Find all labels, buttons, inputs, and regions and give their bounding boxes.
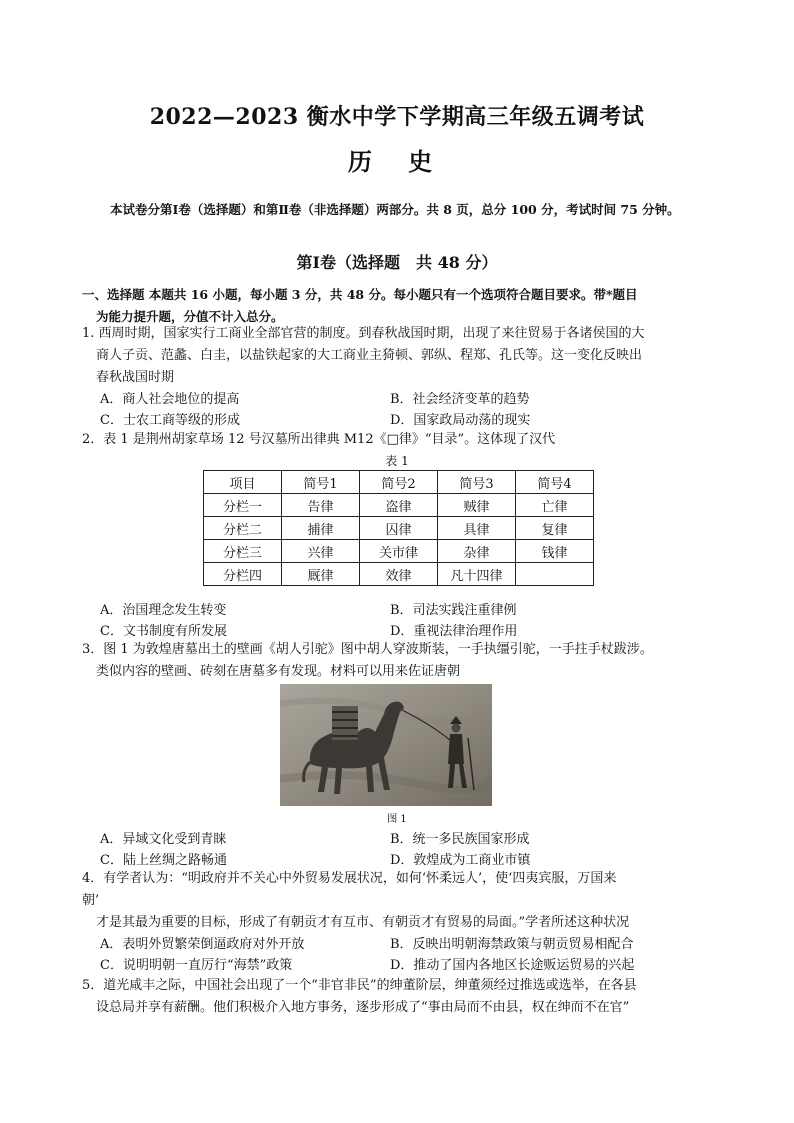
question-line: 1. 西周时期，国家实行工商业全部官营的制度。到春秋战国时期，出现了来往贸易于各诸侯国的大 (82, 326, 645, 341)
instruction-line: 为能力提升题，分值不计入总分。 (96, 309, 284, 324)
question-line: 朝’ (82, 893, 100, 908)
question-line: 商人子贡、范蠡、白圭，以盐铁起家的大工商业主猗顿、郭纵、程郑、孔氏等。这一变化反映出 (96, 348, 643, 363)
table-cell: 具律 (438, 517, 516, 540)
instruction-line: 一、选择题 本题共 16 小题，每小题 3 分，共 48 分。每小题只有一个选项符合题目要求。带*题目 (82, 287, 638, 302)
table-cell: 分栏一 (204, 494, 282, 517)
mural-figure-camel-image (280, 684, 492, 806)
table-cell: 盗律 (360, 494, 438, 517)
question-line: 5．道光咸丰之际，中国社会出现了一个“非官非民”的绅董阶层，绅董须经过推选或选举，在各县 (82, 978, 637, 993)
question-line: 4．有学者认为：“明政府并不关心中外贸易发展状况，如何‘怀柔远人’，使‘四夷宾服，万国来 (82, 871, 617, 886)
question-line: 类似内容的壁画、砖刻在唐墓多有发现。材料可以用来佐证唐朝 (96, 664, 461, 679)
question-1-stem (82, 323, 710, 389)
option-d[interactable]: D．推动了国内各地区长途贩运贸易的兴起 (390, 958, 635, 973)
table-cell: 告律 (282, 494, 360, 517)
table-cell: 分栏二 (204, 517, 282, 540)
table-cell: 捕律 (282, 517, 360, 540)
question-3-options (100, 828, 700, 870)
question-2-options (100, 599, 700, 641)
option-d[interactable]: D．国家政局动荡的现实 (390, 413, 531, 428)
exam-title: 2022—2023 衡水中学下学期高三年级五调考试 (149, 104, 645, 130)
subject-title: 历 史 (347, 147, 447, 176)
option-d[interactable]: D．重视法律治理作用 (390, 624, 518, 639)
option-c[interactable]: C．文书制度有所发展 (100, 624, 227, 639)
table-header-cell: 简号2 (360, 471, 438, 494)
figure-caption: 图 1 (387, 814, 407, 825)
option-b[interactable]: B．社会经济变革的趋势 (390, 392, 530, 407)
option-c[interactable]: C．陆上丝绸之路畅通 (100, 853, 227, 868)
question-line: 才是其最为重要的目标，形成了有朝贡才有互市、有朝贡才有贸易的局面。”学者所述这种状况 (96, 915, 630, 930)
table-cell: 关市律 (360, 540, 438, 563)
option-a[interactable]: A．商人社会地位的提高 (100, 392, 240, 407)
option-b[interactable]: B．反映出明朝海禁政策与朝贡贸易相配合 (390, 937, 634, 952)
question-line: 春秋战国时期 (96, 370, 175, 385)
table-cell: 囚律 (360, 517, 438, 540)
option-a[interactable]: A．治国理念发生转变 (100, 603, 227, 618)
table-cell: 杂律 (438, 540, 516, 563)
table-row (204, 517, 594, 540)
question-5-stem (82, 975, 710, 1019)
option-c[interactable]: C．士农工商等级的形成 (100, 413, 240, 428)
table-header-cell: 简号3 (438, 471, 516, 494)
table-caption: 表 1 (385, 454, 409, 468)
table-cell: 分栏四 (204, 563, 282, 586)
table-cell: 分栏三 (204, 540, 282, 563)
table-header-cell: 简号1 (282, 471, 360, 494)
table-row (204, 494, 594, 517)
table-header-row (204, 471, 594, 494)
section-instruction (82, 284, 702, 328)
law-catalog-table (203, 470, 594, 586)
table-cell: 贼律 (438, 494, 516, 517)
table-header-cell: 简号4 (516, 471, 594, 494)
option-d[interactable]: D．敦煌成为工商业市镇 (390, 853, 531, 868)
question-1-options (100, 388, 700, 430)
table-cell: 兴律 (282, 540, 360, 563)
table-cell: 亡律 (516, 494, 594, 517)
table-row (204, 540, 594, 563)
question-line: 2．表 1 是荆州胡家草场 12 号汉墓所出律典 M12《□律》“目录”。这体现了汉代 (82, 432, 556, 447)
option-b[interactable]: B．司法实践注重律例 (390, 603, 517, 618)
exam-intro: 本试卷分第Ⅰ卷（选择题）和第Ⅱ卷（非选择题）两部分。共 8 页，总分 100 分，考试时间 75 分钟。 (110, 202, 680, 217)
table-cell: 凡十四律 (438, 563, 516, 586)
table-header-cell: 项目 (204, 471, 282, 494)
table-cell (516, 563, 594, 586)
table-cell: 效律 (360, 563, 438, 586)
question-3-stem (82, 639, 710, 683)
question-4-stem (82, 868, 710, 934)
question-2-stem (82, 429, 710, 451)
question-line: 设总局并享有薪酬。他们积极介入地方事务，逐步形成了“事由局而不由县，权在绅而不在官” (96, 1000, 630, 1015)
question-line: 3．图 1 为敦煌唐墓出土的壁画《胡人引驼》图中胡人穿波斯装，一手执缰引驼，一手拄手杖跋涉。 (82, 642, 653, 657)
table-cell: 厩律 (282, 563, 360, 586)
option-b[interactable]: B．统一多民族国家形成 (390, 832, 530, 847)
table-cell: 钱律 (516, 540, 594, 563)
table-cell: 复律 (516, 517, 594, 540)
option-a[interactable]: A．表明外贸繁荣倒逼政府对外开放 (100, 937, 305, 952)
option-c[interactable]: C．说明明朝一直厉行“海禁”政策 (100, 958, 293, 973)
section-title: 第Ⅰ卷（选择题 共 48 分） (296, 253, 498, 272)
table-row (204, 563, 594, 586)
option-a[interactable]: A．异域文化受到青睐 (100, 832, 227, 847)
question-4-options (100, 933, 700, 975)
